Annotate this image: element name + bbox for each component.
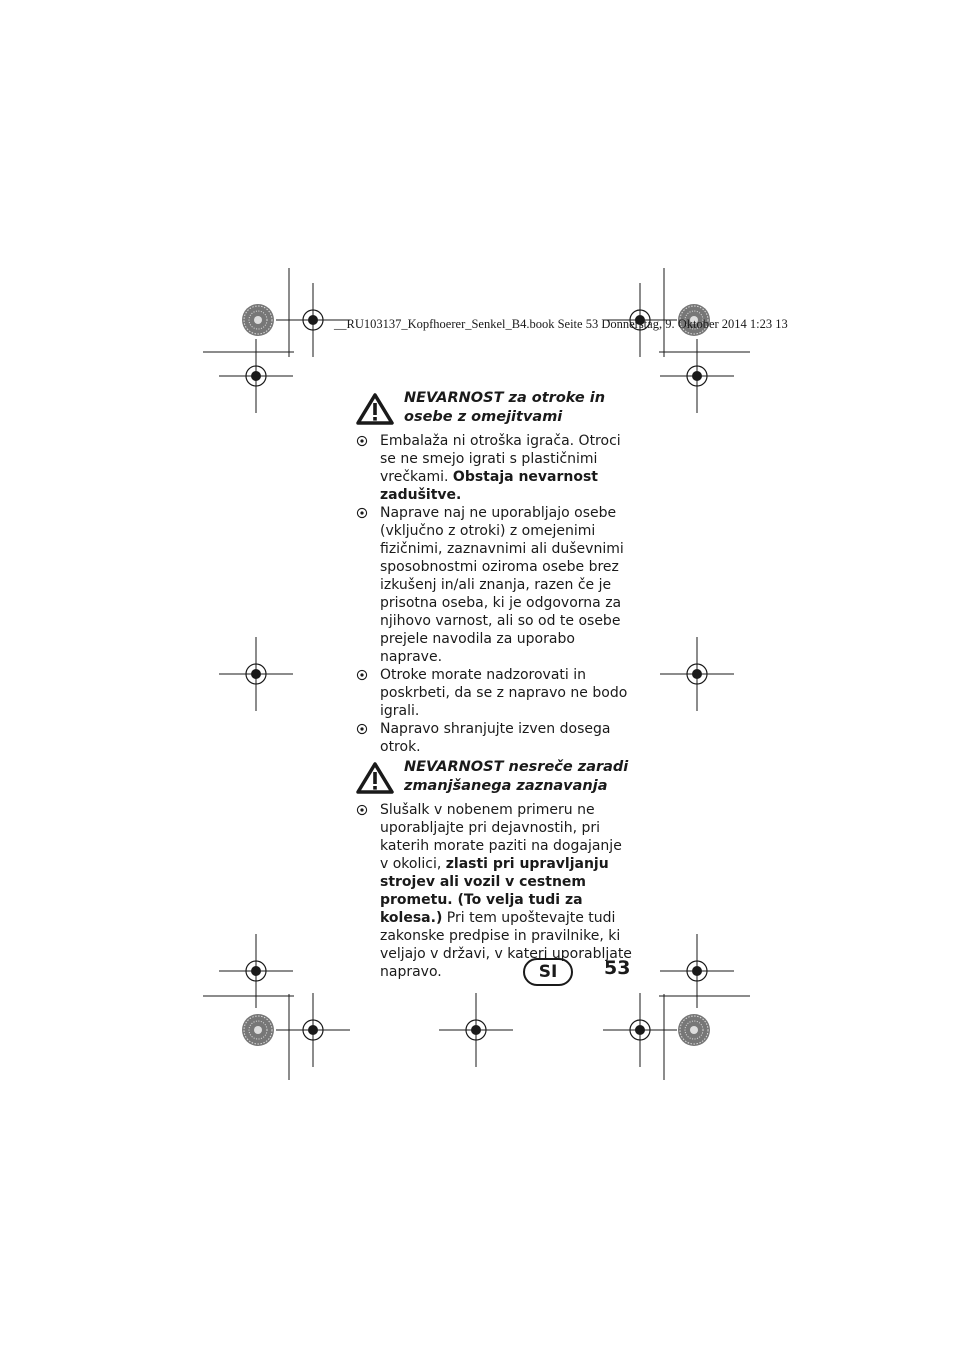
list-item-text (380, 504, 632, 666)
book-header-line: __RU103137_Kopfhoerer_Senkel_B4.book Seite 53 Donnerstag, 9. Oktober 2014 1:23 13 (334, 317, 788, 331)
warning-title-bold: NEVARNOST (404, 759, 504, 775)
warning-title (404, 758, 628, 796)
warning-perception (356, 758, 632, 799)
list-item (356, 720, 632, 756)
page-content (356, 389, 632, 981)
list-item (356, 666, 632, 720)
language-badge: SI (523, 958, 573, 986)
bold-text: zlasti pri upravljanju strojev ali vozil v cestnem prometu. (To velja tudi za kolesa.) (380, 856, 609, 926)
list-item-text (380, 432, 632, 504)
bullet-list-perception (356, 801, 632, 981)
text-run: Pri tem upoštevajte tudi zakonske predpise in pravilnike, ki veljajo v državi, v kateri uporabljate napravo. (380, 910, 632, 980)
circle-dot-bullet-icon (356, 801, 380, 821)
warning-triangle-icon (356, 758, 404, 799)
list-item (356, 504, 632, 666)
circle-dot-bullet-icon (356, 666, 380, 686)
text-run: Napravo shranjujte izven dosega otrok. (380, 721, 611, 755)
list-item (356, 801, 632, 981)
list-item (356, 432, 632, 504)
warning-title-bold: NEVARNOST (404, 390, 504, 406)
text-run: Slušalk v nobenem primeru ne uporabljajte pri dejavnostih, pri katerih morate paziti na dogajanje v okolici, (380, 802, 622, 872)
circle-dot-bullet-icon (356, 504, 380, 524)
page-number: 53 (604, 957, 631, 979)
circle-dot-bullet-icon (356, 432, 380, 452)
list-item-text (380, 720, 632, 756)
warning-triangle-icon (356, 389, 404, 430)
list-item-text (380, 801, 632, 981)
warning-title (404, 389, 605, 427)
warning-title-rest: za otroke in (503, 390, 606, 406)
warning-title-line2: zmanjšanega zaznavanja (404, 778, 608, 794)
bullet-list-children (356, 432, 632, 756)
text-run: Otroke morate nadzorovati in poskrbeti, da se z napravo ne bodo igrali. (380, 667, 628, 719)
text-run: Naprave naj ne uporabljajo osebe (vključno z otroki) z omejenimi fizičnimi, zaznavnimi ali duševnimi sposobnostmi oziroma osebe brez izkušenj in/ali znanja, razen če je prisotna oseba, ki je odgovorna za njihovo varnost, ali so od te osebe prejele navodila za uporabo naprave. (380, 505, 624, 665)
warning-children (356, 389, 632, 430)
warning-title-rest: nesreče zaradi (503, 759, 629, 775)
text-run: Embalaža ni otroška igrača. Otroci se ne smejo igrati s plastičnimi vrečkami. (380, 433, 621, 485)
bold-text: Obstaja nevarnost zadušitve. (380, 469, 598, 503)
list-item-text (380, 666, 632, 720)
circle-dot-bullet-icon (356, 720, 380, 740)
warning-title-line2: osebe z omejitvami (404, 409, 563, 425)
